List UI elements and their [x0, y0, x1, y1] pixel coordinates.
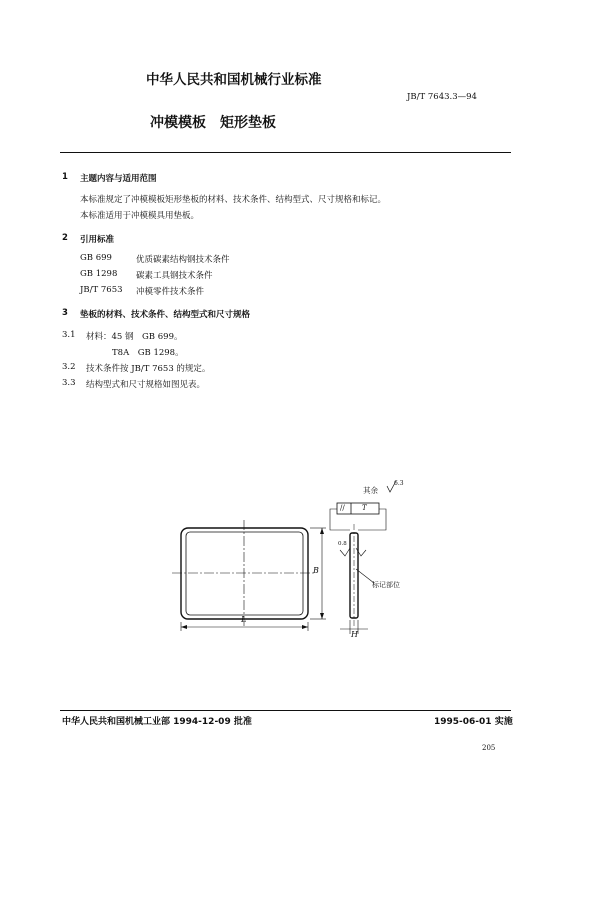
plate-front-inner: [186, 532, 303, 615]
roughness-symbol-left: [340, 548, 350, 556]
clause-text: 结构型式和尺寸规格如图见表。: [86, 380, 206, 390]
clause-number: 3.1: [62, 330, 76, 340]
approval-text: 中华人民共和国机械工业部 1994-12-09 批准: [62, 717, 252, 727]
implementation-text: 1995-06-01 实施: [434, 717, 513, 727]
drawing-tolerance-symbol: //: [340, 504, 345, 512]
page-number: 205: [482, 744, 496, 752]
reference-code: GB 1298: [80, 269, 118, 279]
section-2-number: 2: [62, 233, 68, 243]
clause-text: T8A GB 1298。: [112, 348, 184, 358]
clause-text: 材料：45 钢 GB 699。: [86, 332, 183, 342]
section-1-heading: 主题内容与适用范围: [80, 174, 157, 184]
header-title: 中华人民共和国机械行业标准: [146, 72, 322, 88]
clause-text: 技术条件按 JB/T 7653 的规定。: [86, 364, 211, 374]
reference-title: 碳素工具钢技术条件: [136, 271, 213, 281]
drawing-roughness-main: 6.3: [394, 480, 404, 487]
reference-title: 优质碳素结构钢技术条件: [136, 255, 230, 265]
section-1-number: 1: [62, 172, 68, 182]
document-title: 冲模模板 矩形垫板: [150, 115, 276, 131]
drawing-mark-label: 标记部位: [372, 581, 400, 589]
section-1-paragraph-2: 本标准适用于冲模模具用垫板。: [80, 211, 200, 221]
section-3-heading: 垫板的材料、技术条件、结构型式和尺寸规格: [80, 310, 251, 320]
section-1-paragraph-1: 本标准规定了冲模模板矩形垫板的材料、技术条件、结构型式、尺寸规格和标记。: [80, 195, 387, 205]
drawing-label-rest: 其余: [363, 486, 378, 495]
drawing-dim-l: L: [241, 615, 247, 624]
drawing-tolerance-value: T: [362, 504, 367, 512]
reference-code: GB 699: [80, 253, 112, 263]
reference-title: 冲模零件技术条件: [136, 287, 205, 297]
footer-rule: [60, 710, 511, 711]
reference-code: JB/T 7653: [80, 285, 123, 295]
drawing-dim-b: B: [313, 566, 319, 575]
drawing-roughness-side: 0.8: [338, 541, 347, 547]
section-3-number: 3: [62, 308, 68, 318]
standard-number: JB/T 7643.3—94: [407, 92, 477, 102]
section-2-heading: 引用标准: [80, 235, 115, 245]
clause-number: 3.2: [62, 362, 76, 372]
plate-front-outer: [181, 528, 308, 619]
clause-number: 3.3: [62, 378, 76, 388]
drawing-dim-h: H: [351, 630, 358, 639]
